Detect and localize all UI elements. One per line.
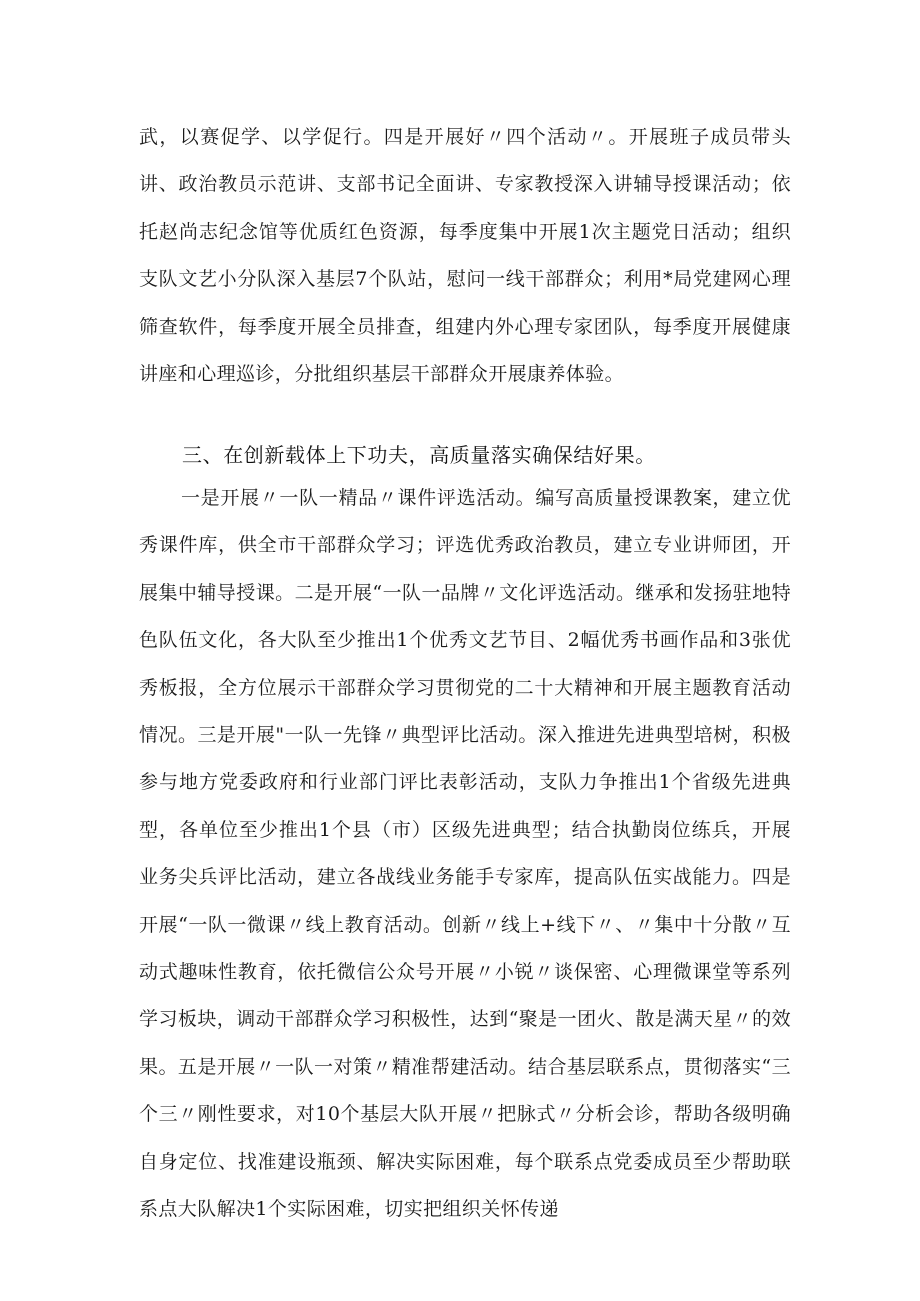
section-heading-3: 三、在创新载体上下功夫，高质量落实确保结好果。: [182, 443, 656, 467]
paragraph-activities: 武，以赛促学、以学促行。四是开展好〃四个活动〃。开展班子成员带头讲、政治教员示范讲、支部书记全面讲、专家教授深入讲辅导授课活动；依托赵尚志纪念馆等优质红色资源，每季度集中开展1次主题党日活动；组织支队文艺小分队深入基层7个队站，慰问一线干部群众；利用*局党建网心理筛查软件，每季度开展全员排查，组建内外心理专家团队，每季度开展健康讲座和心理巡诊，分批组织基层干部群众开展康养体验。: [139, 126, 791, 386]
paragraph-innovation: 一是开展〃一队一精品〃课件评选活动。编写高质量授课教案，建立优秀课件库，供全市干部群众学习；评选优秀政治教员，建立专业讲师团，开展集中辅导授课。二是开展“一队一品牌〃文化评选活动。继承和发扬驻地特色队伍文化，各大队至少推出1个优秀文艺节目、2幅优秀书画作品和3张优秀板报，全方位展示干部群众学习贯彻党的二十大精神和开展主题教育活动情况。三是开展"一队一先锋〃典型评比活动。深入推进先进典型培树，积极参与地方党委政府和行业部门评比表彰活动，支队力争推出1个省级先进典型，各单位至少推出1个县（市）区级先进典型；结合执勤岗位练兵，开展业务尖兵评比活动，建立各战线业务能手专家库，提高队伍实战能力。四是开展“一队一微课〃线上教育活动。创新〃线上+线下〃、〃集中十分散〃互动式趣味性教育，依托微信公众号开展〃小锐〃谈保密、心理微课堂等系列学习板块，调动干部群众学习积极性，达到“聚是一团火、散是满天星〃的效果。五是开展〃一队一对策〃精准帮建活动。结合基层联系点，贯彻落实“三个三〃刚性要求，对10个基层大队开展〃把脉式〃分析会诊，帮助各级明确自身定位、找准建设瓶颈、解决实际困难，每个联系点党委成员至少帮助联系点大队解决1个实际困难，切实把组织关怀传递: [139, 487, 791, 1221]
